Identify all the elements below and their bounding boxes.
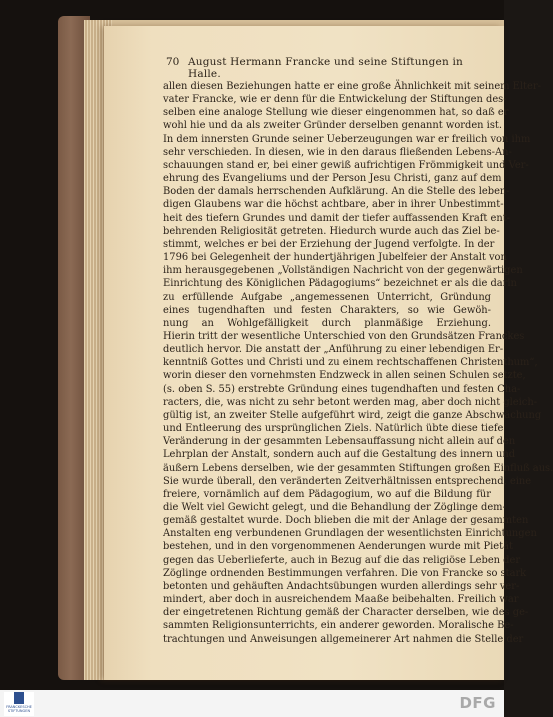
text-line: sammten Religionsunterrichts, ein anderer geworden. Moralische Be- (163, 620, 514, 632)
text-line: Einrichtung des Königlichen Pädagogiums“ bezeichnet er als die darin (163, 278, 517, 290)
running-head: August Hermann Francke und seine Stiftungen in Halle. (188, 56, 463, 80)
text-line: betonten und gehäuften Andachtsübungen wurden allerdings sehr ver- (163, 580, 520, 592)
text-line: nung an Wohlgefälligkeit durch planmäßige Erziehung. (163, 317, 491, 329)
text-line: selben eine analoge Stellung wie dieser eingenommen hat, so daß er (163, 107, 509, 119)
text-line: Lehrplan der Anstalt, sondern auch auf die Gestaltung des innern und (163, 449, 516, 461)
text-line: behrenden Religiosität getreten. Hiedurch wurde auch das Ziel be- (163, 225, 500, 237)
text-line: ehrung des Evangeliums und der Person Jesu Christi, ganz auf dem (163, 173, 502, 185)
library-logo-icon (14, 692, 24, 704)
text-line: eines tugendhaften und festen Charakters, so wie Gewöh- (163, 304, 491, 316)
text-line: trachtungen und Anweisungen allgemeinerer Art nahmen die Stelle der (163, 633, 524, 645)
text-line: freiere, vornämlich auf dem Pädagogium, wo auf die Bildung für (163, 488, 491, 500)
library-logo[interactable] (4, 692, 34, 716)
text-line: Boden der damals herrschenden Aufklärung. An die Stelle des leben- (163, 186, 510, 198)
dfg-logo[interactable]: DFG (459, 694, 496, 712)
page-header (160, 56, 490, 80)
text-line: In dem innersten Grunde seiner Ueberzeugungen war er freilich von ihm (163, 133, 531, 145)
text-line: zu erfüllende Aufgabe „angemessenen Unterricht, Gründung (163, 291, 491, 303)
page-number: 70 (166, 56, 180, 68)
text-line: stimmt, welches er bei der Erziehung der Jugend verfolgte. In der (163, 238, 495, 250)
text-line: vater Francke, wie er denn für die Entwickelung der Stiftungen des- (163, 94, 507, 106)
text-line: gültig ist, an zweiter Stelle aufgeführt wird, zeigt die ganze Abschwächung (163, 409, 542, 421)
text-line: kenntniß Gottes und Christi und zu einem rechtschaffenen Christenthum“, (163, 357, 538, 369)
text-line: bestehen, und in den vorgenommenen Aenderungen wurde mit Pietät (163, 541, 513, 553)
text-line: und Entleerung des ursprünglichen Ziels. Natürlich übte diese tiefe (163, 423, 504, 435)
text-line: allen diesen Beziehungen hatte er eine große Ähnlichkeit mit seinem Elter- (163, 81, 541, 92)
text-line: der eingetretenen Richtung gemäß der Character derselben, wie des ge- (163, 607, 529, 619)
text-line: Zöglinge ordnenden Bestimmungen verfahren. Die von Francke so stark (163, 567, 527, 579)
text-line: Hierin tritt der wesentliche Unterschied von den Grundsätzen Franckes (163, 330, 525, 342)
text-line: worin dieser den vornehmsten Endzweck in allen seinen Schulen setzte, (163, 370, 526, 382)
text-line: die Welt viel Gewicht gelegt, und die Behandlung der Zöglinge dem- (163, 502, 506, 513)
text-line: sehr verschieden. In diesen, wie in den daraus fließenden Lebens-An- (163, 146, 512, 158)
text-line: mindert, aber doch in ausreichendem Maaße beibehalten. Freilich war (163, 594, 519, 606)
text-line: digen Glaubens war die höchst achtbare, aber in ihrer Unbestimmt- (163, 199, 504, 211)
text-line: racters, die, was nicht zu sehr betont werden mag, aber doch nicht gleich- (163, 396, 538, 408)
text-line: gegen das Ueberlieferte, auch in Bezug auf die das religiöse Leben der (163, 554, 521, 566)
text-line: (s. oben S. 55) erstrebte Gründung eines tugendhaften und festen Cha- (163, 383, 521, 395)
text-line: deutlich hervor. Die anstatt der „Anführung zu einer lebendigen Er- (163, 344, 504, 356)
body-text (163, 80, 553, 646)
text-line: ihm herausgegebenen „Vollständigen Nachricht von der gegenwärtigen (163, 265, 523, 277)
text-line: Veränderung in der gesammten Lebensauffassung nicht allein auf den (163, 436, 516, 448)
text-line: 1796 bei Gelegenheit der hundertjährigen Jubelfeier der Anstalt von (163, 252, 507, 264)
text-line: schauungen stand er, bei einer gewiß aufrichtigen Frömmigkeit und Ver- (163, 159, 529, 171)
viewer-footer (0, 690, 504, 717)
text-line: Anstalten eng verbundenen Grundlagen der wesentlichsten Einrichtungen (163, 528, 537, 540)
text-line: gemäß gestaltet wurde. Doch blieben die mit der Anlage der gesammten (163, 515, 529, 527)
text-line: Sie wurde überall, den veränderten Zeitverhältnissen entsprechend, eine (163, 475, 532, 487)
text-line: äußern Lebens derselben, wie der gesammten Stiftungen großen Einfluß aus. (163, 462, 553, 474)
text-line: wohl hie und da als zweiter Gründer derselben genannt worden ist. (163, 120, 502, 132)
library-logo-text: FRANCKESCHE STIFTUNGEN (6, 705, 32, 713)
text-line: heit des tiefern Grundes und damit der tiefer auffassenden Kraft ent- (163, 212, 511, 224)
